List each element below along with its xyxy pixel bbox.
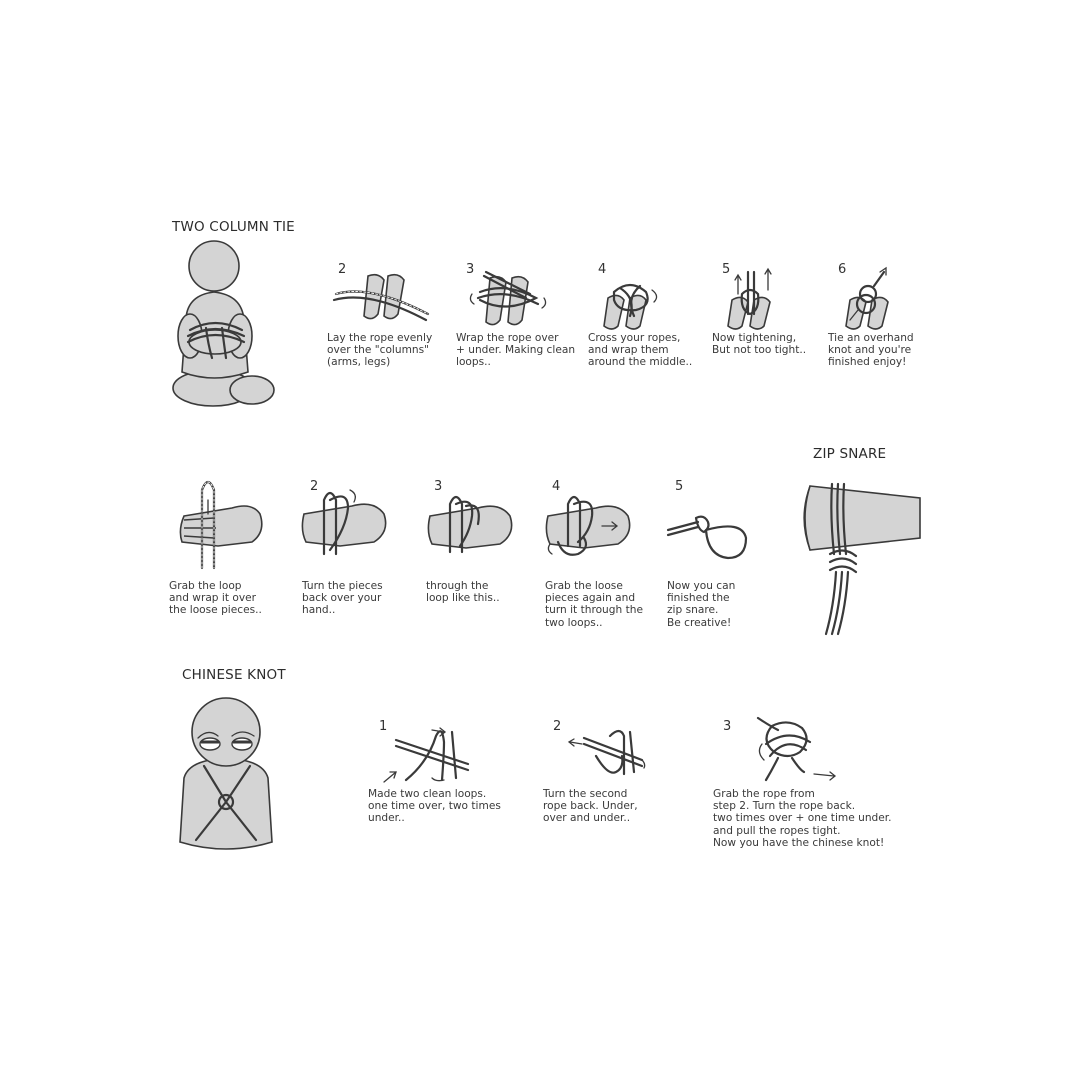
ck-step-3-number: 3 bbox=[723, 719, 732, 734]
chinese-knot-character-illustration bbox=[174, 694, 278, 856]
tct-step-6-illustration bbox=[844, 264, 904, 334]
tct-step-2-number: 2 bbox=[338, 262, 347, 277]
tct-step-5-caption: Now tightening, But not too tight.. bbox=[712, 332, 807, 357]
tct-step-4-illustration bbox=[600, 276, 670, 334]
seated-figure-illustration bbox=[168, 240, 278, 415]
ck-step-2-caption: Turn the second rope back. Under, over and under.. bbox=[543, 788, 638, 825]
tct-step-4-number: 4 bbox=[598, 262, 607, 277]
zs-step-2-illustration bbox=[300, 484, 392, 564]
ck-step-1-illustration bbox=[372, 720, 478, 786]
tct-step-6-caption: Tie an overhand knot and you're finished enjoy! bbox=[828, 332, 914, 369]
ck-step-2-illustration bbox=[566, 716, 654, 782]
tct-step-3-caption: Wrap the rope over + under. Making clean loops.. bbox=[456, 332, 576, 369]
tct-step-3-illustration bbox=[466, 268, 556, 332]
zs-step-3-caption: through the loop like this.. bbox=[426, 580, 500, 605]
section-title-chinese-knot: CHINESE KNOT bbox=[182, 667, 286, 683]
tct-step-4-caption: Cross your ropes, and wrap them around the middle.. bbox=[588, 332, 693, 369]
zs-step-2-number: 2 bbox=[310, 479, 319, 494]
tct-step-2-illustration bbox=[330, 270, 440, 332]
section-title-zip-snare: ZIP SNARE bbox=[813, 446, 887, 462]
section-title-two-column-tie: TWO COLUMN TIE bbox=[172, 219, 295, 235]
zs-step-1-illustration bbox=[174, 470, 266, 576]
ck-step-1-number: 1 bbox=[379, 719, 388, 734]
zs-step-5-illustration bbox=[664, 508, 754, 566]
zs-step-3-illustration bbox=[426, 486, 516, 566]
tct-step-5-illustration bbox=[726, 264, 786, 334]
ck-step-3-illustration bbox=[748, 714, 844, 786]
zs-step-1-caption: Grab the loop and wrap it over the loose pieces.. bbox=[169, 580, 262, 617]
ck-step-2-number: 2 bbox=[553, 719, 562, 734]
zs-step-4-caption: Grab the loose pieces again and turn it through the two loops.. bbox=[545, 580, 643, 629]
zs-step-5-number: 5 bbox=[675, 479, 684, 494]
tct-step-5-number: 5 bbox=[722, 262, 731, 277]
zs-step-3-number: 3 bbox=[434, 479, 443, 494]
zs-step-4-number: 4 bbox=[552, 479, 561, 494]
zs-step-4-illustration bbox=[544, 486, 636, 566]
ck-step-3-caption: Grab the rope from step 2. Turn the rope back. two times over + one time under. and pull the ropes tight. Now you have the chinese knot! bbox=[713, 788, 892, 849]
tct-step-3-number: 3 bbox=[466, 262, 475, 277]
tct-step-2-caption: Lay the rope evenly over the "columns" (arms, legs) bbox=[327, 332, 433, 369]
zs-step-2-caption: Turn the pieces back over your hand.. bbox=[302, 580, 383, 617]
tct-step-6-number: 6 bbox=[838, 262, 847, 277]
zs-step-5-caption: Now you can finished the zip snare. Be creative! bbox=[667, 580, 736, 629]
ck-step-1-caption: Made two clean loops. one time over, two times under.. bbox=[368, 788, 501, 825]
zip-snare-final-illustration bbox=[796, 476, 924, 640]
